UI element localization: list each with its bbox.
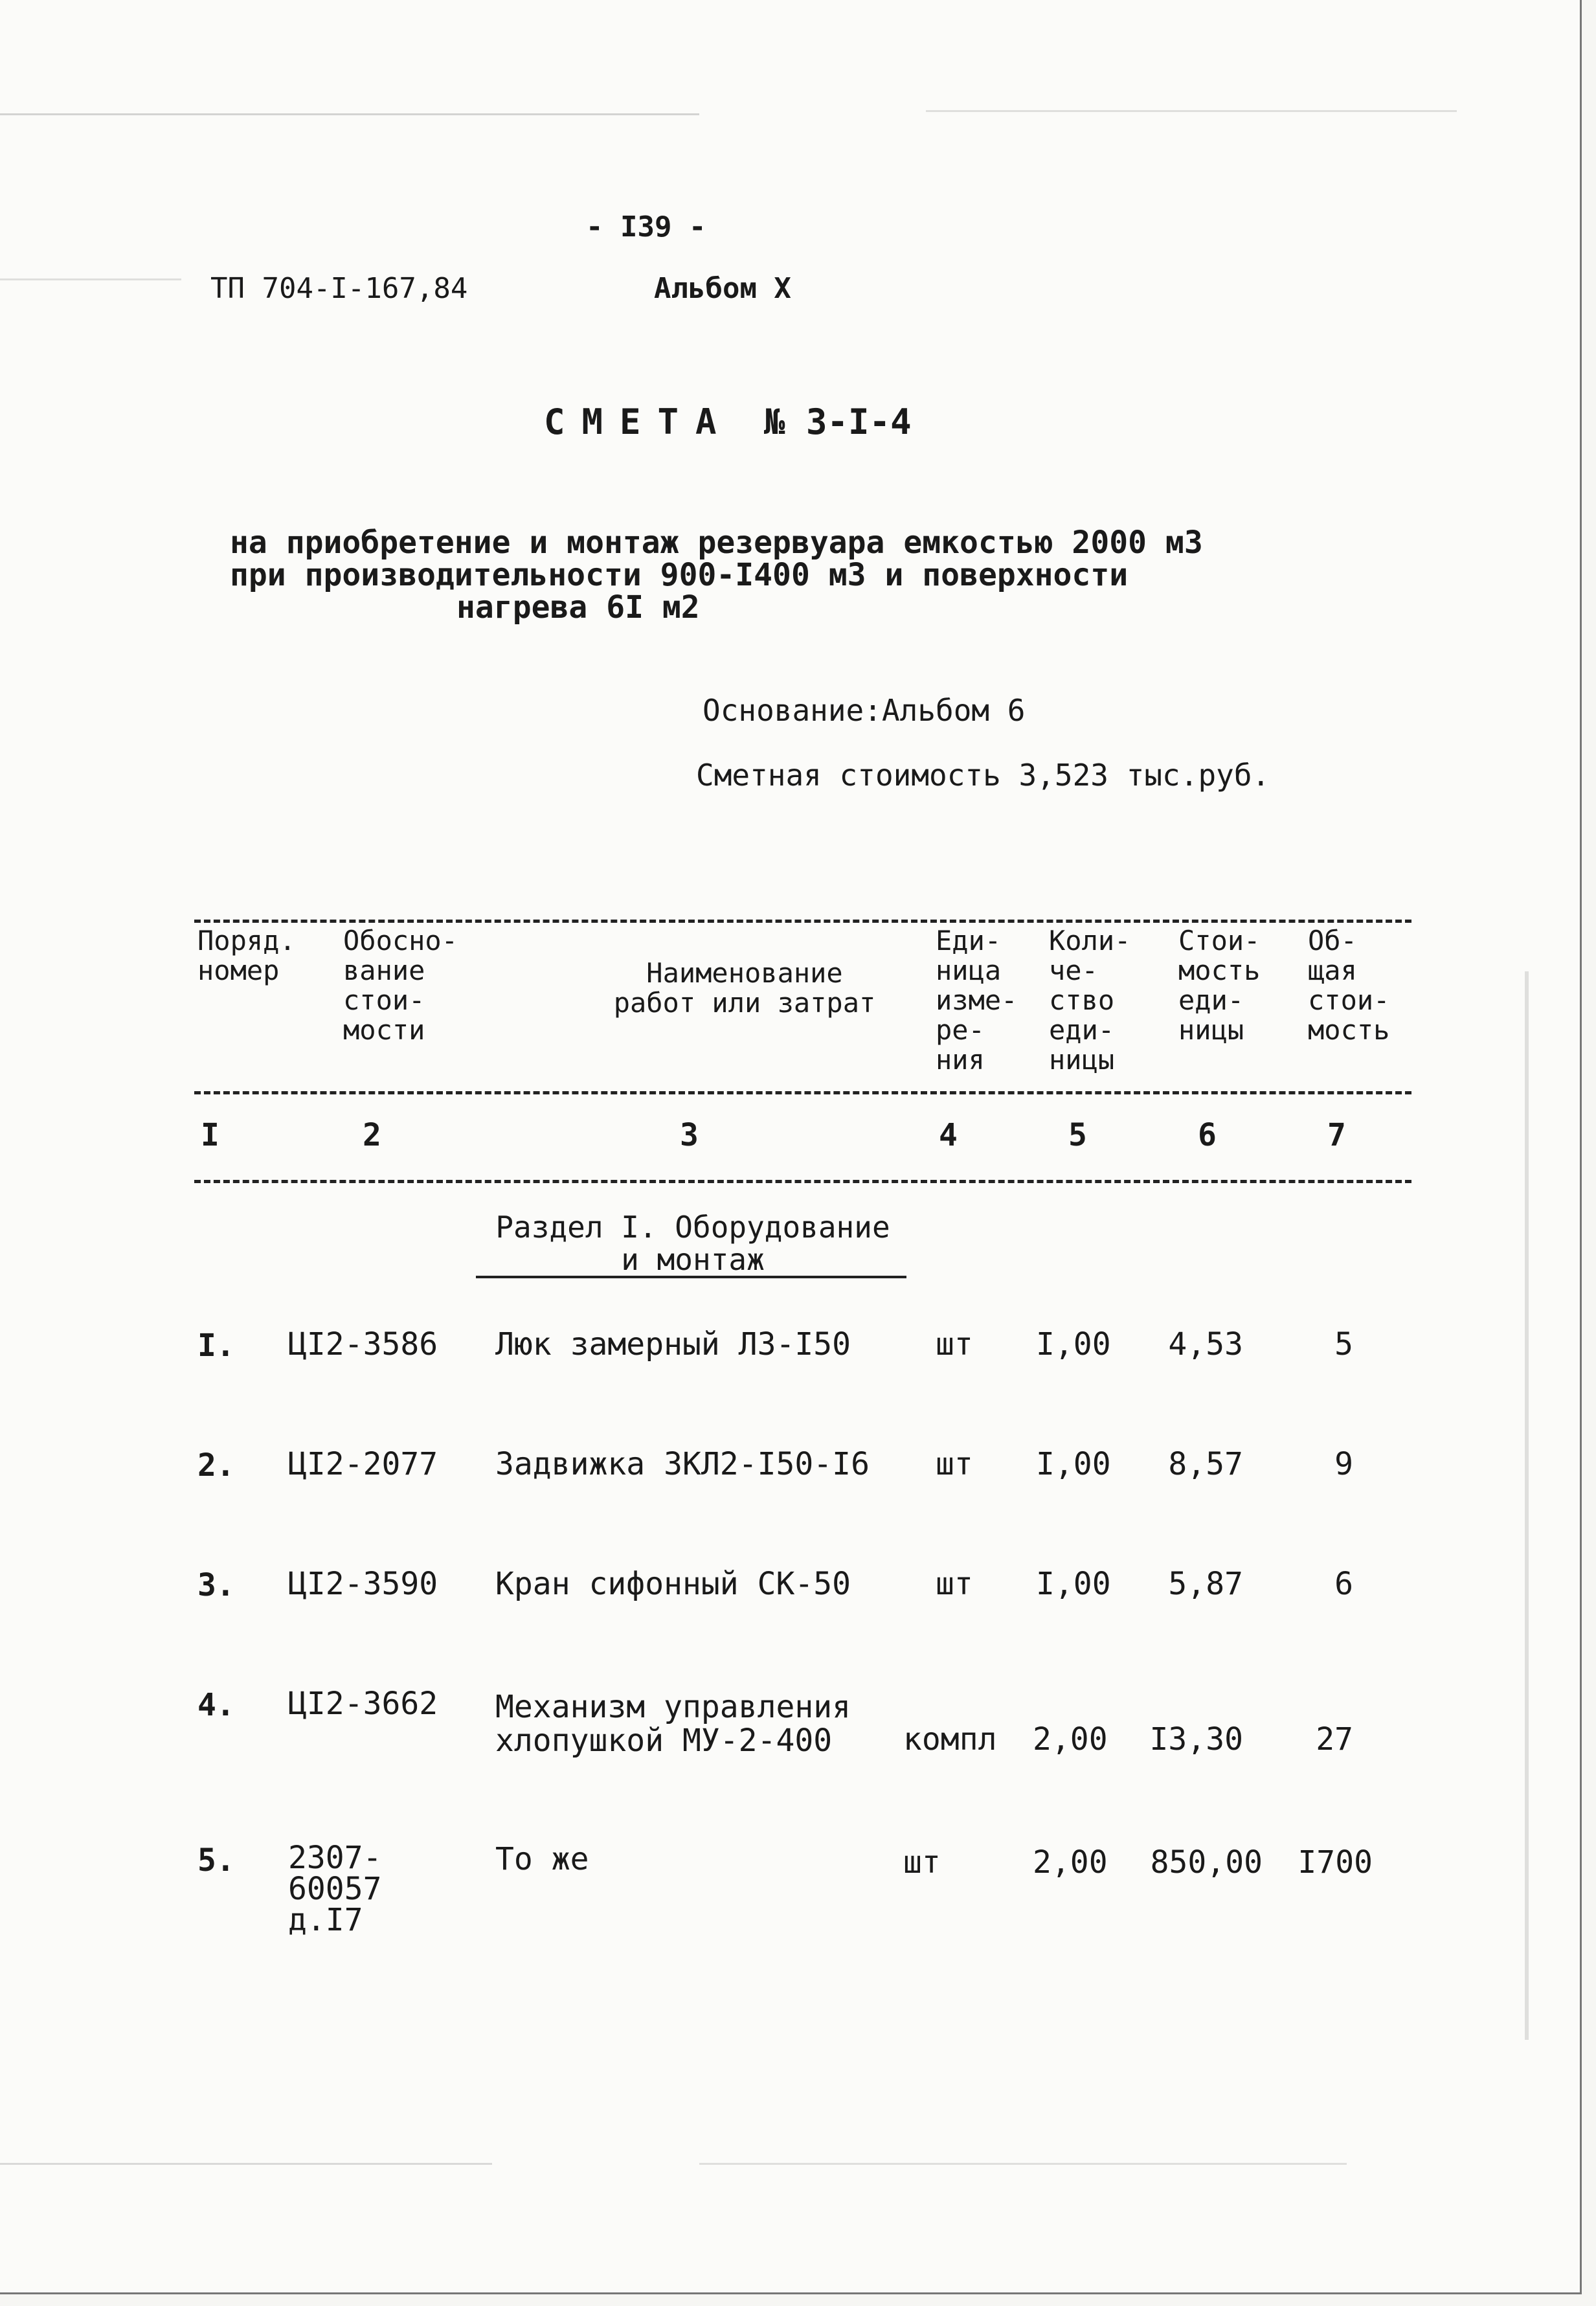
row-name: Люк замерный ЛЗ-I50 [495,1326,851,1362]
row-number: 2. [197,1447,235,1484]
column-header-total: Об- щая стои- мость [1308,925,1390,1046]
column-header-number: Поряд. номер [197,925,296,986]
scan-noise [0,113,699,115]
column-header-unit-cost: Стои- мость еди- ницы [1178,925,1261,1046]
scan-noise [0,2163,492,2165]
row-total: I700 [1298,1844,1373,1881]
scan-noise [926,110,1457,112]
row-qty: I,00 [1036,1326,1111,1362]
table-top-rule [194,920,1411,923]
page-number: - I39 - [586,210,706,243]
row-unit-cost: I3,30 [1149,1721,1243,1758]
row-unit: шт [903,1844,941,1881]
scan-noise [699,2163,1347,2165]
row-number: 3. [197,1567,235,1603]
scan-noise [0,278,181,280]
basis-text: Основание:Альбом 6 [702,693,1026,728]
row-basis: ЦI2-3590 [288,1566,438,1602]
section-underline [476,1276,906,1278]
table-numbers-rule [194,1180,1411,1183]
row-total: 5 [1334,1326,1353,1362]
row-unit-cost: 8,57 [1168,1446,1243,1482]
row-unit-cost: 5,87 [1168,1566,1243,1602]
doc-code: ТП 704-I-167,84 [210,272,468,305]
row-unit: шт [936,1566,973,1602]
row-unit: шт [936,1446,973,1482]
row-basis: 2307- 60057 д.I7 [288,1840,382,1938]
section-heading [479,1211,906,1276]
column-header-unit: Еди- ница изме- ре- ния [936,925,1018,1076]
row-basis: ЦI2-3662 [288,1686,438,1722]
subtitle-line-1: на приобретение и монтаж резервуара емкостью 2000 м3 [230,525,1203,561]
row-unit: компл [903,1721,997,1758]
column-number: 3 [680,1117,699,1153]
column-number: 2 [363,1117,381,1153]
column-number: 7 [1327,1117,1346,1153]
estimate-title: СМЕТА [544,401,734,442]
column-number: 5 [1068,1117,1087,1153]
row-number: 4. [197,1687,235,1723]
row-qty: 2,00 [1033,1721,1108,1758]
section-heading-line-1: Раздел I. Оборудование [495,1210,890,1245]
column-number: I [201,1117,219,1153]
estimated-cost: Сметная стоимость 3,523 тыс.руб. [696,758,1270,793]
row-basis: ЦI2-3586 [288,1326,438,1362]
row-name: Кран сифонный СК-50 [495,1566,851,1602]
row-basis: ЦI2-2077 [288,1446,438,1482]
row-total: 27 [1316,1721,1353,1758]
column-header-name: Наименование работ или затрат [613,957,876,1019]
section-heading-line-2: и монтаж [621,1242,765,1277]
row-total: 9 [1334,1446,1353,1482]
column-header-qty: Коли- че- ство еди- ницы [1049,925,1131,1076]
row-unit-cost: 4,53 [1168,1326,1243,1362]
table-header-rule [194,1091,1411,1094]
column-number: 4 [939,1117,958,1153]
row-unit: шт [936,1326,973,1362]
subtitle-line-2: при производительности 900-I400 м3 и поверхности [230,557,1129,593]
album-label: Альбом X [654,272,791,305]
row-qty: 2,00 [1033,1844,1108,1881]
row-name: Задвижка ЗКЛ2-I50-I6 [495,1446,870,1482]
row-qty: I,00 [1036,1566,1111,1602]
estimate-number: № 3-I-4 [764,401,912,442]
column-header-basis: Обосно- вание стои- мости [343,925,458,1046]
row-name: Механизм управления хлопушкой МУ-2-400 [495,1689,851,1759]
scan-noise [1525,971,1529,2040]
row-unit-cost: 850,00 [1150,1844,1263,1881]
row-number: I. [197,1328,235,1364]
column-number: 6 [1198,1117,1217,1153]
row-name: То же [495,1841,589,1877]
row-total: 6 [1334,1566,1353,1602]
row-number: 5. [197,1842,235,1879]
row-qty: I,00 [1036,1446,1111,1482]
subtitle-line-3: нагрева 6I м2 [456,589,700,626]
